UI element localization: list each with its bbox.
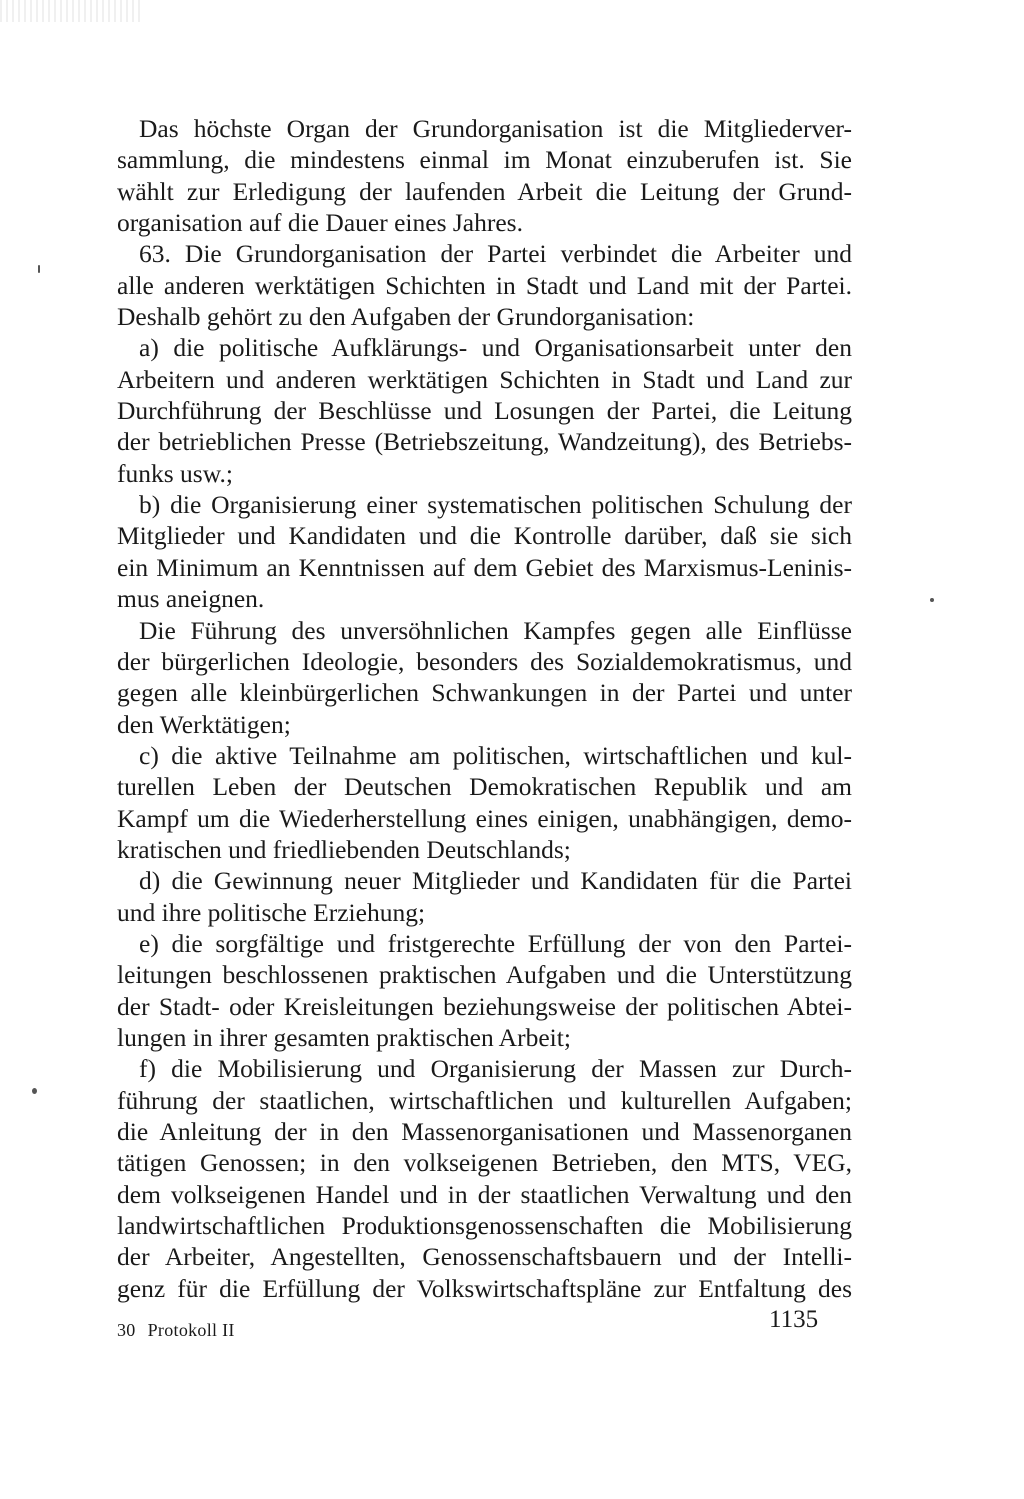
- text-line: landwirtschaftlichen Produktionsgenossenschaften die Mobilisierung: [117, 1211, 852, 1241]
- text-line: Kampf um die Wiederherstellung eines einigen, unabhängigen, demo-: [117, 803, 852, 833]
- scan-speck: [930, 598, 934, 602]
- text-line: 63. Die Grundorganisation der Partei verbindet die Arbeiter und: [139, 239, 852, 269]
- text-line: d) die Gewinnung neuer Mitglieder und Kandidaten für die Partei: [139, 866, 852, 896]
- text-line: kratischen und friedliebenden Deutschlands;: [117, 834, 571, 864]
- text-line: alle anderen werktätigen Schichten in Stadt und Land mit der Partei.: [117, 270, 852, 300]
- signature-label: Protokoll II: [147, 1320, 235, 1340]
- text-line: funks usw.;: [117, 458, 233, 488]
- text-line: genz für die Erfüllung der Volkswirtschaftspläne zur Entfaltung des: [117, 1273, 852, 1303]
- text-line: den Werktätigen;: [117, 709, 291, 739]
- text-line: mus aneignen.: [117, 584, 265, 614]
- body-text: [117, 113, 852, 1304]
- text-line: führung der staatlichen, wirtschaftlichen und kulturellen Aufgaben;: [117, 1085, 852, 1115]
- scan-speck: [38, 265, 40, 273]
- page-number: 1135: [769, 1306, 819, 1333]
- text-line: sammlung, die mindestens einmal im Monat einzuberufen ist. Sie: [117, 145, 852, 175]
- text-line: Deshalb gehört zu den Aufgaben der Grundorganisation:: [117, 302, 695, 332]
- text-line: e) die sorgfältige und fristgerechte Erfüllung der von den Partei-: [139, 928, 852, 958]
- scan-edge-noise: [0, 0, 140, 22]
- text-line: f) die Mobilisierung und Organisierung der Massen zur Durch-: [139, 1054, 852, 1084]
- text-line: ein Minimum an Kenntnissen auf dem Gebiet des Marxismus-Leninis-: [117, 552, 852, 582]
- text-line: der betrieblichen Presse (Betriebszeitung, Wandzeitung), des Betriebs-: [117, 427, 852, 457]
- footer-signature: [117, 1320, 247, 1341]
- text-line: Die Führung des unversöhnlichen Kampfes gegen alle Einflüsse: [139, 615, 852, 645]
- text-line: gegen alle kleinbürgerlichen Schwankungen in der Partei und unter: [117, 678, 852, 708]
- text-line: dem volkseigenen Handel und in der staatlichen Verwaltung und den: [117, 1179, 852, 1209]
- text-line: wählt zur Erledigung der laufenden Arbeit die Leitung der Grund-: [117, 176, 852, 206]
- text-line: organisation auf die Dauer eines Jahres.: [117, 208, 523, 238]
- text-line: Mitglieder und Kandidaten und die Kontrolle darüber, daß sie sich: [117, 521, 852, 551]
- text-line: leitungen beschlossenen praktischen Aufgaben und die Unterstützung: [117, 960, 852, 990]
- text-line: und ihre politische Erziehung;: [117, 897, 426, 927]
- text-line: a) die politische Aufklärungs- und Organisationsarbeit unter den: [139, 333, 852, 363]
- scan-speck: [32, 1088, 37, 1094]
- text-line: b) die Organisierung einer systematischen politischen Schulung der: [139, 490, 852, 520]
- text-line: der bürgerlichen Ideologie, besonders des Sozialdemokratismus, und: [117, 646, 852, 676]
- text-line: Das höchste Organ der Grundorganisation ist die Mitgliederver-: [139, 114, 852, 143]
- signature-number: 30: [117, 1320, 136, 1340]
- text-line: der Arbeiter, Angestellten, Genossenschaftsbauern und der Intelli-: [117, 1242, 852, 1272]
- text-line: c) die aktive Teilnahme am politischen, wirtschaftlichen und kul-: [139, 740, 852, 770]
- text-line: tätigen Genossen; in den volkseigenen Betrieben, den MTS, VEG,: [117, 1148, 852, 1178]
- text-line: turellen Leben der Deutschen Demokratischen Republik und am: [117, 772, 852, 802]
- text-line: Durchführung der Beschlüsse und Losungen der Partei, die Leitung: [117, 396, 852, 426]
- text-line: die Anleitung der in den Massenorganisationen und Massenorganen: [117, 1117, 852, 1146]
- text-line: der Stadt- oder Kreisleitungen beziehungsweise der politischen Abtei-: [117, 991, 852, 1021]
- text-line: lungen in ihrer gesamten praktischen Arbeit;: [117, 1022, 571, 1052]
- text-line: Arbeitern und anderen werktätigen Schichten in Stadt und Land zur: [117, 364, 852, 394]
